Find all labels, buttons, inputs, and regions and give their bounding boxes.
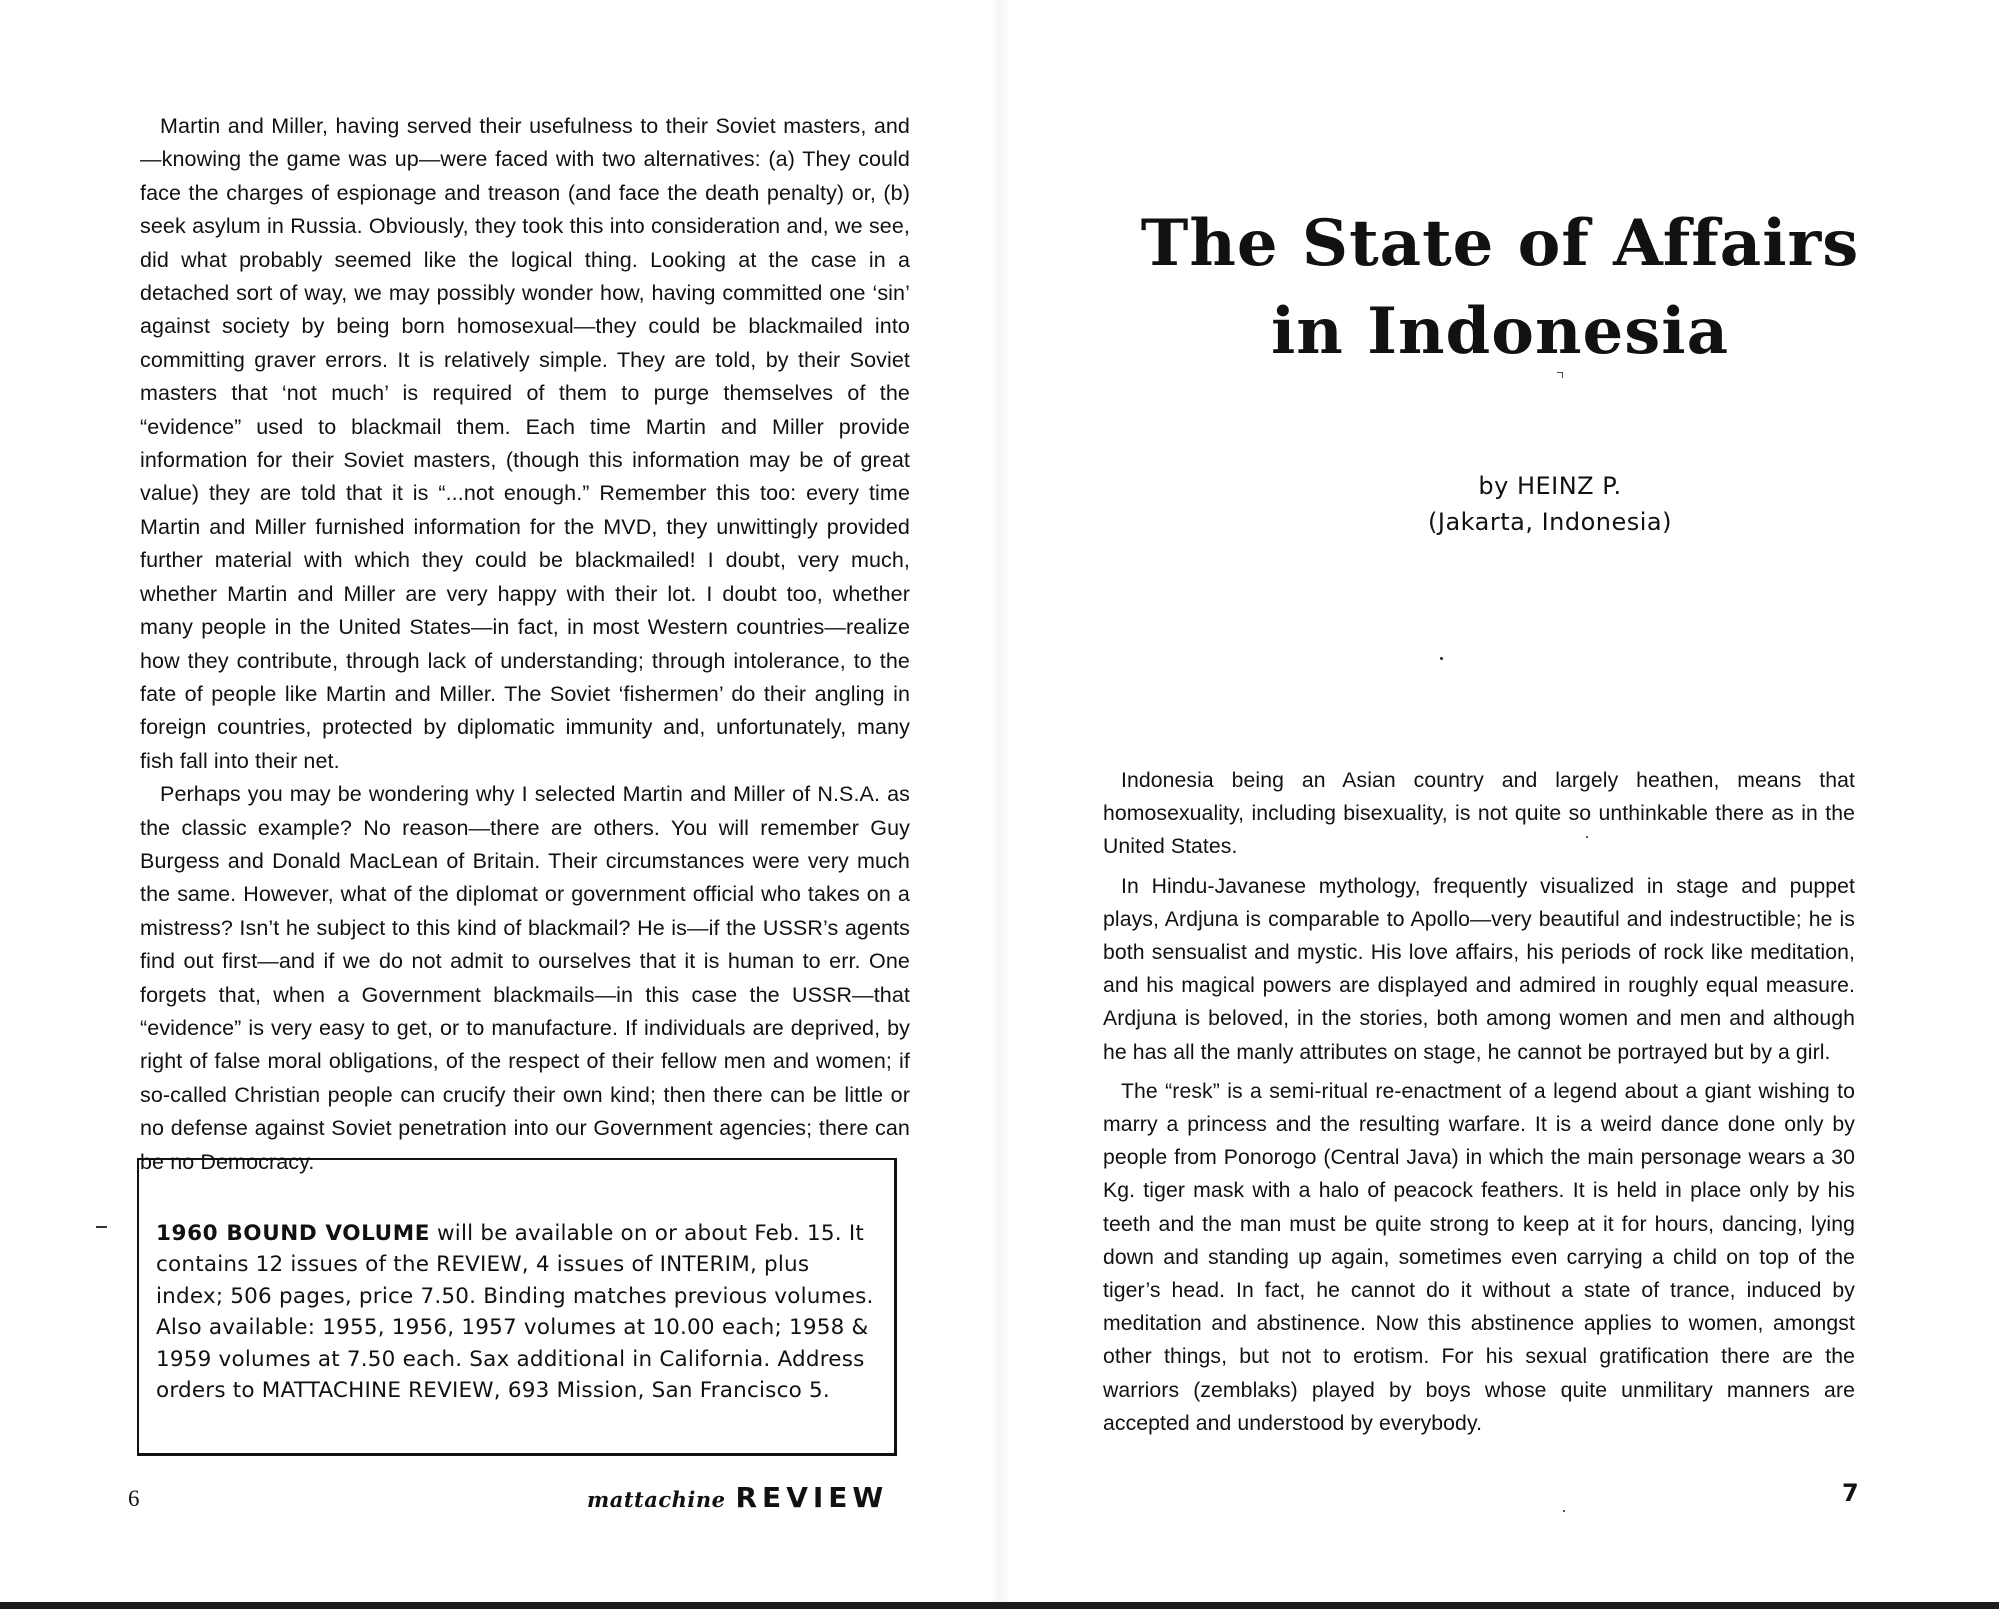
footer-mattachine-script: mattachine	[587, 1487, 726, 1512]
right-paragraph-2: In Hindu-Javanese mythology, frequently visualized in stage and puppet plays, Ardjuna is comparable to Apollo—very beautiful and indestructible; he is both sensualist and mystic. His love affairs, his periods of rock like meditation, and his magical powers are displayed and admired in roughly equal measure. Ardjuna is beloved, in the stories, both among women and men and although he has all the manly attributes on stage, he cannot be portrayed but by a girl.	[1103, 874, 1855, 1064]
left-paragraph-1: Martin and Miller, having served their usefulness to their Soviet masters, and—knowing the game was up—were faced with two alternatives: (a) They could face the charges of espionage and treason (and face the death penalty) or, (b) seek asylum in Russia. Obviously, they took this into consideration and, we see, did what probably seemed like the logical thing. Looking at the case in a detached sort of way, we may possibly wonder how, having committed one ‘sin’ against society by being born homosexual—they could be blackmailed into committing graver errors. It is relatively simple. They are told, by their Soviet masters that ‘not much’ is required of them to purge themselves of the “evidence” used to blackmail them. Each time Martin and Miller provide information for their Soviet masters, (though this information may be of great value) they are told that it is “...not enough.” Remember this too: every time Martin and Miller furnished information for the MVD, they unwittingly provided further material with which they could be blackmailed! I doubt, very much, whether Martin and Miller are very happy with their lot. I doubt too, whether many people in the United States—in fact, in most Western countries—realize how they contribute, through lack of understanding; through intolerance, to the fate of people like Martin and Miller. The Soviet ‘fishermen’ do their angling in foreign countries, protected by diplomatic immunity and, unfortunately, many fish fall into their net.	[140, 114, 910, 773]
bound-volume-notice-box	[137, 1158, 897, 1456]
page-number-right: 7	[1842, 1479, 1859, 1507]
article-title-line-1: The State of Affairs	[1140, 206, 1860, 281]
left-page-body	[140, 110, 910, 1179]
notice-lead: 1960 BOUND VOLUME	[156, 1221, 430, 1246]
notice-text	[156, 1218, 880, 1406]
byline	[1110, 468, 1990, 540]
author-name: by HEINZ P.	[1478, 472, 1622, 500]
print-speck	[1563, 1510, 1565, 1512]
right-paragraph-3: The “resk” is a semi-ritual re-enactment of a legend about a giant wishing to marry a princess and the resulting warfare. It is a weird dance done only by people from Ponorogo (Central Java) in which the main personage wears a 30 Kg. tiger mask with a halo of peacock feathers. It is held in place only by his teeth and the man must be quite strong to keep at it for hours, dancing, lying down and standing up again, sometimes even carrying a child on top of the tiger’s head. In fact, he cannot do it without a state of trance, induced by meditation and abstinence. Now this abstinence applies to women, amongst other things, but not to erotism. For his sexual gratification there are the warriors (zemblaks) played by boys whose quite unmilitary manners are accepted and understood by everybody.	[1103, 1079, 1855, 1435]
page-number-left: 6	[128, 1486, 140, 1511]
margin-mark	[96, 1226, 107, 1228]
left-paragraph-2: Perhaps you may be wondering why I selected Martin and Miller of N.S.A. as the classic example? No reason—there are others. You will remember Guy Burgess and Donald MacLean of Britain. Their circumstances were very much the same. However, what of the diplomat or government official who takes on a mistress? Isn’t he subject to this kind of blackmail? He is—if the USSR’s agents find out first—and if we do not admit to ourselves that it is human to err. One forgets that, when a Government blackmails—in this case the USSR—that “evidence” is very easy to get, or to manufacture. If individuals are deprived, by right of false moral obligations, of the respect of their fellow men and women; if so-called Christian people can crucify their own kind; then there can be little or no defense against Soviet penetration into our Government agencies; there can be no Democracy.	[140, 782, 910, 1174]
footer-review-word: REVIEW	[735, 1481, 889, 1514]
right-paragraph-1: Indonesia being an Asian country and largely heathen, means that homosexuality, including bisexuality, is not quite so unthinkable there as in the United States.	[1103, 769, 1855, 859]
scan-bottom-edge	[0, 1602, 1999, 1609]
article-title	[1060, 200, 1940, 376]
author-location: (Jakarta, Indonesia)	[1428, 508, 1672, 536]
notice-body: will be available on or about Feb. 15. It contains 12 issues of the REVIEW, 4 issues of INTERIM, plus index; 506 pages, price 7.50. Binding matches previous volumes. Also available: 1955, 1956, 1957 volumes at 10.00 each; 1958 & 1959 volumes at 7.50 each. Sax additional in California. Address orders to MATTACHINE REVIEW, 693 Mission, San Francisco 5.	[156, 1221, 874, 1404]
right-page-body	[1103, 764, 1855, 1446]
right-page	[1000, 0, 1999, 1609]
running-footer	[587, 1481, 907, 1514]
print-speck	[1440, 657, 1443, 660]
article-title-line-2: in Indonesia	[1270, 294, 1730, 369]
title-print-mark	[1557, 372, 1563, 378]
